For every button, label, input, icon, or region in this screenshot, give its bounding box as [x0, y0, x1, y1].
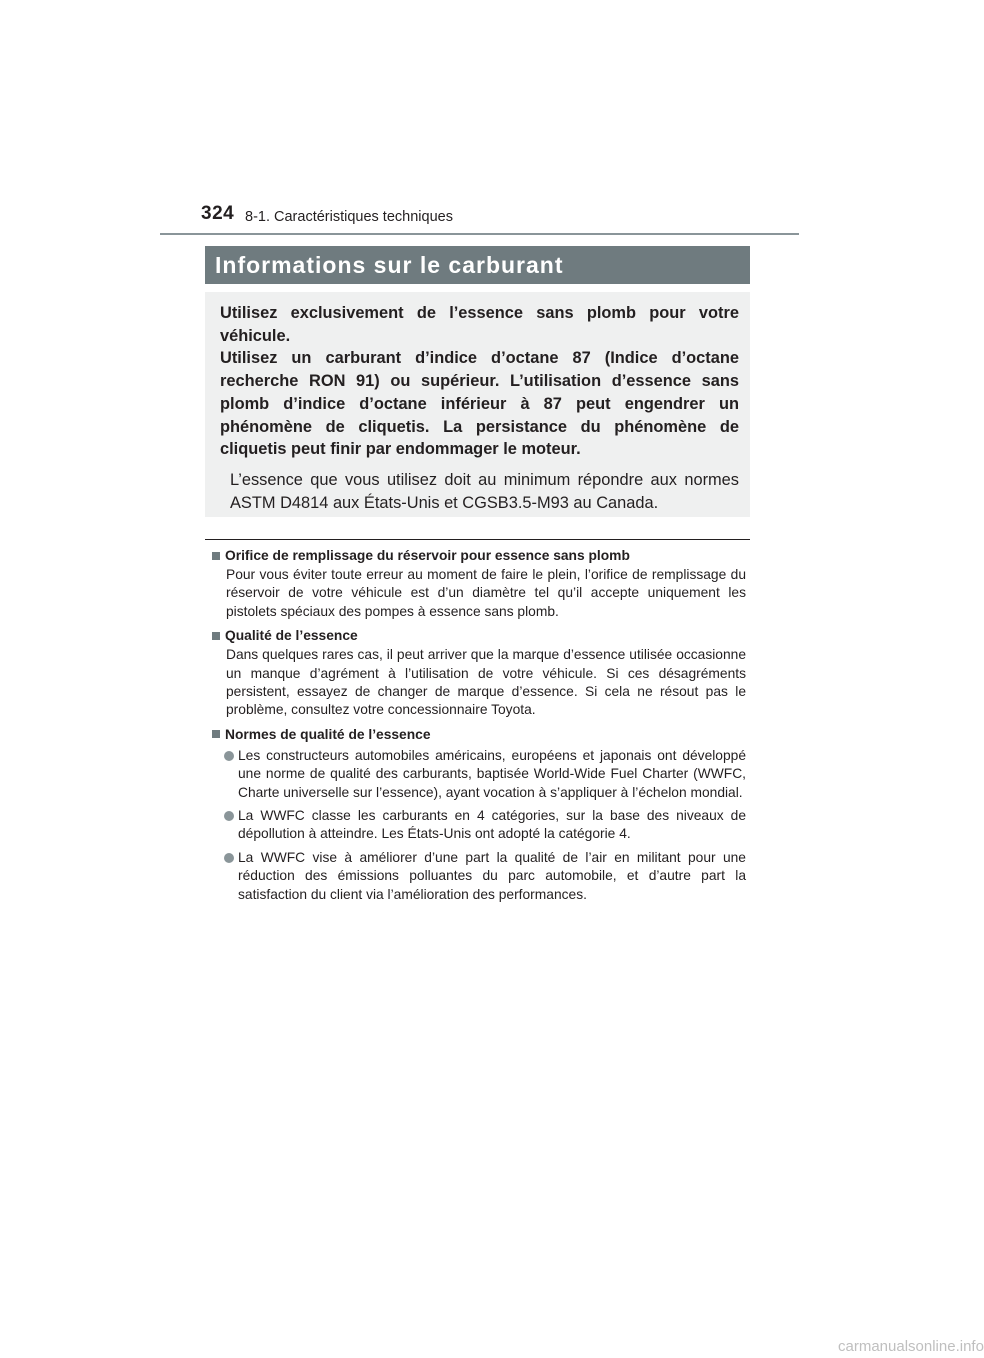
page-number: 324 — [201, 203, 235, 224]
item-body: Dans quelques rares cas, il peut arriver que la marque d’essence utilisée occasionne un manque d’agrément à l’utilisation de votre véhicule. Si ces désagréments persistent, essayez de changer de marque d’essence. Si cela ne résout pas le problème, consultez votre concessionnaire Toyota. — [226, 647, 746, 718]
intro-box — [205, 292, 750, 517]
section-divider — [205, 539, 750, 540]
square-bullet-icon — [212, 552, 220, 560]
item-heading-text: Qualité de l’essence — [225, 628, 358, 644]
circle-bullet-icon — [224, 853, 234, 863]
intro-bold-line-1: Utilisez exclusivement de l’essence sans plomb pour votre véhicule. — [220, 304, 739, 345]
section-title: 8-1. Caractéristiques techniques — [245, 209, 453, 225]
circle-bullet-icon — [224, 751, 234, 761]
intro-note: L’essence que vous utilisez doit au minimum répondre aux normes ASTM D4814 aux États-Unis et CGSB3.5-M93 au Canada. — [230, 470, 739, 512]
square-bullet-icon — [212, 632, 220, 640]
title-bar — [205, 246, 750, 284]
square-bullet-icon — [212, 730, 220, 738]
list-item-text: La WWFC classe les carburants en 4 catégories, sur la base des niveaux de dépollution à atteindre. Les États-Unis ont adopté la catégorie 4. — [238, 808, 746, 842]
list-item — [224, 747, 746, 802]
circle-bullet-icon — [224, 811, 234, 821]
list-item-text: Les constructeurs automobiles américains, européens et japonais ont développé une norme de qualité des carburants, baptisée World-Wide Fuel Charter (WWFC, Charte universelle sur l’essence), ayant vocation à s’appliquer à l’échelon mondial. — [238, 747, 746, 800]
item-fuel-quality — [212, 626, 746, 720]
item-heading-text: Orifice de remplissage du réservoir pour essence sans plomb — [225, 548, 630, 563]
list-item — [224, 807, 746, 844]
item-body: Pour vous éviter toute erreur au moment de faire le plein, l’orifice de remplissage du réservoir de votre véhicule est d’un diamètre tel qu’il accepte uniquement les pistolets spéciaux des pompes à essence sans plomb. — [226, 567, 746, 619]
content — [212, 546, 746, 904]
watermark: carmanualsonline.info — [838, 1338, 984, 1355]
list-item-text: La WWFC vise à améliorer d’une part la qualité de l’air en militant pour une réduction des émissions polluantes du parc automobile, et d’autre part la satisfaction du client via l’amélioration des performances. — [238, 849, 746, 902]
item-heading — [212, 546, 746, 565]
item-filler-opening — [212, 546, 746, 621]
item-quality-standards — [212, 725, 746, 904]
page-title: Informations sur le carburant — [215, 252, 564, 278]
list-item — [224, 849, 746, 904]
item-heading — [212, 725, 746, 744]
intro-bold-line-2: Utilisez un carburant d’indice d’octane 87 (Indice d’octane recherche RON 91) ou supérieur. L’utilisation d’essence sans plomb d’indice d’octane inférieur à 87 peut engendrer un phénomène de cliquetis. La persistance du phénomène de cliquetis peut finir par endommager le moteur. — [220, 349, 739, 459]
header-divider — [160, 233, 799, 235]
item-heading — [212, 626, 746, 645]
item-heading-text: Normes de qualité de l’essence — [225, 726, 431, 742]
